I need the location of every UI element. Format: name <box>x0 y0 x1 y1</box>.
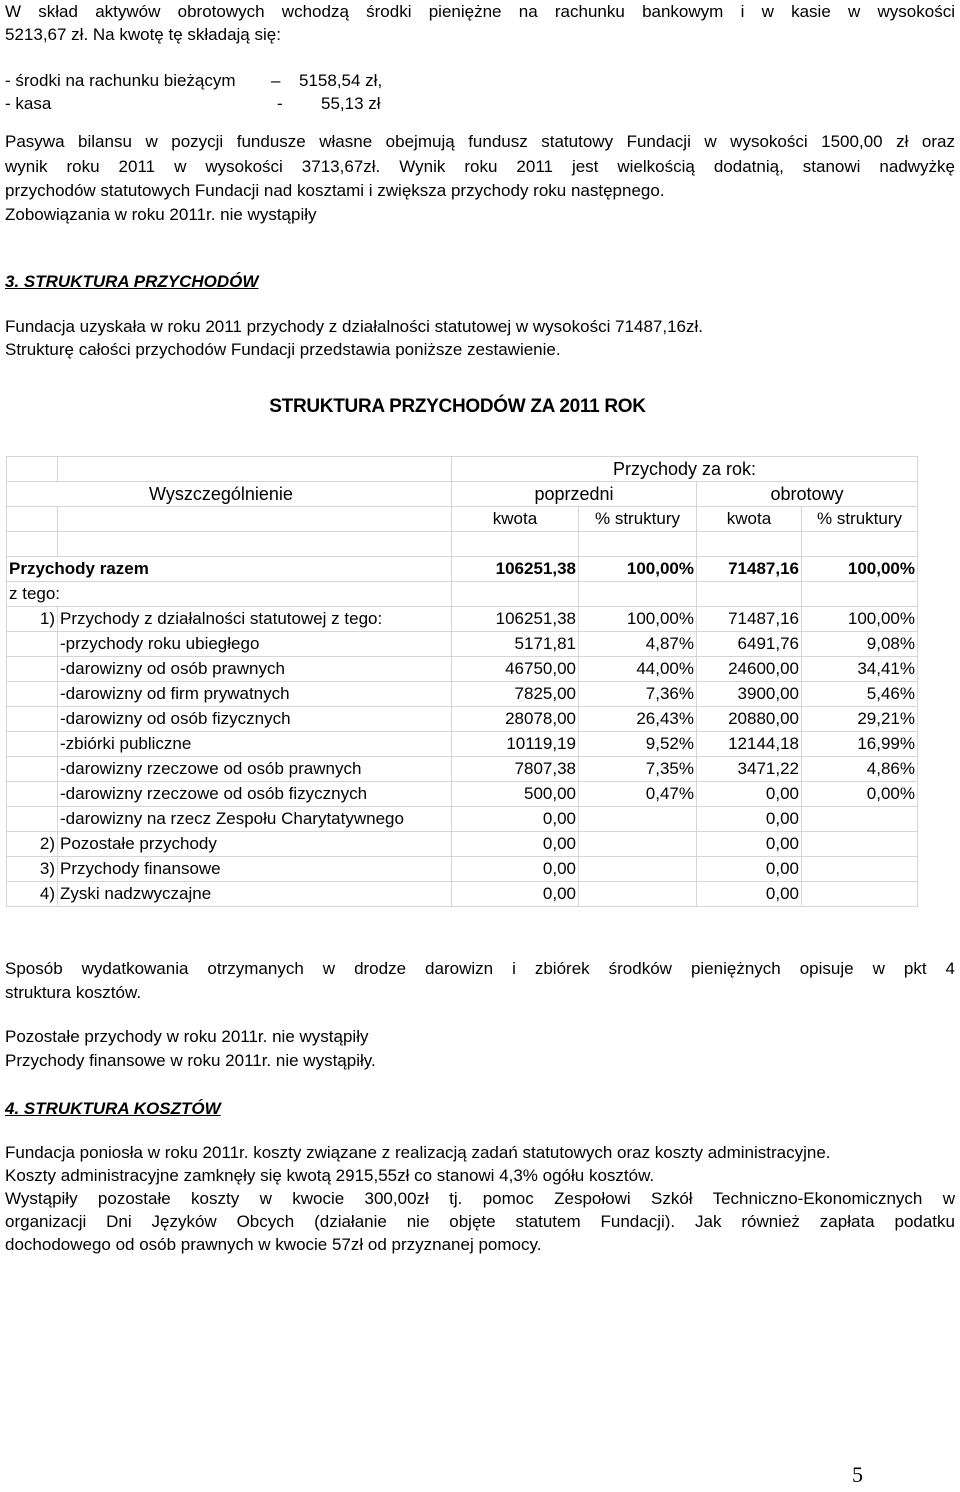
of-which-label: z tego: <box>7 582 452 607</box>
row-prev-amount: 106251,38 <box>452 607 579 632</box>
bank-funds-label: - środki na rachunku bieżącym <box>5 71 236 90</box>
bank-funds-line <box>5 69 955 93</box>
header-group: Przychody za rok: <box>452 457 918 482</box>
section-3-heading: 3. STRUKTURA PRZYCHODÓW <box>5 272 259 291</box>
cash-dash: - <box>277 94 283 113</box>
row-curr-pct <box>802 807 918 832</box>
row-label: -darowizny od osób prawnych <box>58 657 452 682</box>
row-curr-pct: 4,86% <box>802 757 918 782</box>
liabilities-line-2: wynik roku 2011 w wysokości 3713,67zł. Wynik roku 2011 jest wielkością dodatnią, stanowi nadwyżkę <box>5 157 955 176</box>
row-curr-pct: 16,99% <box>802 732 918 757</box>
revenue-table <box>6 456 918 907</box>
row-prev-amount: 5171,81 <box>452 632 579 657</box>
row-prev-amount: 500,00 <box>452 782 579 807</box>
row-label: -darowizny rzeczowe od osób fizycznych <box>58 782 452 807</box>
header-pct-curr: % struktury <box>802 507 918 532</box>
row-number: 2) <box>7 832 58 857</box>
section-4-line-2: Koszty administracyjne zamknęły się kwotą 2915,55zł co stanowi 4,3% ogółu kosztów. <box>5 1166 655 1185</box>
header-pct-prev: % struktury <box>579 507 697 532</box>
row-prev-pct: 26,43% <box>579 707 697 732</box>
row-label: Zyski nadzwyczajne <box>58 882 452 907</box>
table-row <box>7 757 918 782</box>
table-row <box>7 707 918 732</box>
section-4-heading: 4. STRUKTURA KOSZTÓW <box>5 1099 221 1118</box>
row-curr-amount: 0,00 <box>697 857 802 882</box>
row-prev-amount: 0,00 <box>452 832 579 857</box>
row-number: 1) <box>7 607 58 632</box>
header-row-2 <box>7 482 918 507</box>
section-3-line-1: Fundacja uzyskała w roku 2011 przychody z działalności statutowej w wysokości 71487,16zł. <box>5 317 703 336</box>
table-row <box>7 632 918 657</box>
row-prev-pct: 7,35% <box>579 757 697 782</box>
row-curr-pct <box>802 857 918 882</box>
row-prev-pct <box>579 832 697 857</box>
row-curr-amount: 71487,16 <box>697 607 802 632</box>
spacer-row <box>7 532 918 557</box>
section-4-line-1: Fundacja poniosła w roku 2011r. koszty związane z realizacją zadań statutowych oraz koszty administracyjne. <box>5 1143 831 1162</box>
row-curr-amount: 24600,00 <box>697 657 802 682</box>
row-prev-amount: 10119,19 <box>452 732 579 757</box>
cash-value: 55,13 zł <box>321 94 381 113</box>
row-label: -przychody roku ubiegłego <box>58 632 452 657</box>
total-label: Przychody razem <box>7 557 452 582</box>
row-number: 3) <box>7 857 58 882</box>
row-prev-amount: 0,00 <box>452 807 579 832</box>
row-prev-pct <box>579 807 697 832</box>
section-4-line-4: organizacji Dni Języków Obcych (działanie nie objęte statutem Fundacji). Jak również zapłata podatku <box>5 1212 955 1231</box>
row-curr-pct <box>802 832 918 857</box>
bank-funds-value: 5158,54 zł, <box>299 71 383 90</box>
total-curr-pct: 100,00% <box>802 557 918 582</box>
row-prev-pct: 7,36% <box>579 682 697 707</box>
row-curr-pct: 100,00% <box>802 607 918 632</box>
row-curr-amount: 0,00 <box>697 807 802 832</box>
row-prev-amount: 7825,00 <box>452 682 579 707</box>
row-curr-pct: 9,08% <box>802 632 918 657</box>
row-label: -zbiórki publiczne <box>58 732 452 757</box>
row-curr-amount: 6491,76 <box>697 632 802 657</box>
table-row <box>7 782 918 807</box>
row-label: -darowizny od osób fizycznych <box>58 707 452 732</box>
cash-line <box>5 92 955 116</box>
row-prev-amount: 0,00 <box>452 857 579 882</box>
liabilities-line-4: Zobowiązania w roku 2011r. nie wystąpiły <box>5 205 317 224</box>
total-prev-amount: 106251,38 <box>452 557 579 582</box>
row-label: -darowizny na rzecz Zespołu Charytatywnego <box>58 807 452 832</box>
row-number <box>7 782 58 807</box>
header-description: Wyszczególnienie <box>7 482 452 507</box>
header-row-3 <box>7 507 918 532</box>
row-prev-pct <box>579 857 697 882</box>
detail-rows <box>7 607 918 907</box>
total-row <box>7 557 918 582</box>
row-curr-amount: 3471,22 <box>697 757 802 782</box>
table-title: STRUKTURA PRZYCHODÓW ZA 2011 ROK <box>269 396 646 417</box>
row-prev-pct: 100,00% <box>579 607 697 632</box>
row-curr-amount: 0,00 <box>697 782 802 807</box>
liabilities-line-3: przychodów statutowych Fundacji nad kosztami i zwiększa przychody roku następnego. <box>5 181 665 200</box>
row-curr-amount: 20880,00 <box>697 707 802 732</box>
section-4-line-3: Wystąpiły pozostałe koszty w kwocie 300,00zł tj. pomoc Zespołowi Szkół Techniczno-Ekonomicznych w <box>5 1189 955 1208</box>
row-prev-amount: 7807,38 <box>452 757 579 782</box>
row-curr-pct: 29,21% <box>802 707 918 732</box>
row-curr-amount: 0,00 <box>697 882 802 907</box>
row-curr-amount: 12144,18 <box>697 732 802 757</box>
row-prev-amount: 28078,00 <box>452 707 579 732</box>
row-prev-amount: 46750,00 <box>452 657 579 682</box>
spending-line-1: Sposób wydatkowania otrzymanych w drodze darowizn i zbiórek środków pieniężnych opisuje w pkt 4 <box>5 959 955 978</box>
header-previous-year: poprzedni <box>452 482 697 507</box>
row-prev-pct: 4,87% <box>579 632 697 657</box>
header-amount-curr: kwota <box>697 507 802 532</box>
table-row <box>7 832 918 857</box>
row-curr-amount: 0,00 <box>697 832 802 857</box>
row-number <box>7 807 58 832</box>
page-number: 5 <box>852 1462 863 1487</box>
table-row <box>7 807 918 832</box>
row-number <box>7 732 58 757</box>
row-label: Pozostałe przychody <box>58 832 452 857</box>
table-row <box>7 657 918 682</box>
table-row <box>7 732 918 757</box>
row-label: Przychody z działalności statutowej z tego: <box>58 607 452 632</box>
spending-line-2: struktura kosztów. <box>5 983 142 1002</box>
row-number: 4) <box>7 882 58 907</box>
table-row <box>7 882 918 907</box>
row-number <box>7 682 58 707</box>
cash-label: - kasa <box>5 94 52 113</box>
table-row <box>7 607 918 632</box>
section-4-line-5: dochodowego od osób prawnych w kwocie 57zł od przyznanej pomocy. <box>5 1235 542 1254</box>
row-prev-pct <box>579 882 697 907</box>
row-curr-pct: 0,00% <box>802 782 918 807</box>
other-income-note: Pozostałe przychody w roku 2011r. nie wystąpiły <box>5 1027 369 1046</box>
row-number <box>7 707 58 732</box>
row-curr-pct <box>802 882 918 907</box>
row-curr-pct: 5,46% <box>802 682 918 707</box>
row-curr-amount: 3900,00 <box>697 682 802 707</box>
row-label: Przychody finansowe <box>58 857 452 882</box>
bank-funds-dash: – <box>271 71 281 90</box>
header-current-year: obrotowy <box>697 482 918 507</box>
header-row-1 <box>7 457 918 482</box>
total-curr-amount: 71487,16 <box>697 557 802 582</box>
table-row <box>7 857 918 882</box>
row-label: -darowizny od firm prywatnych <box>58 682 452 707</box>
intro-line-1: W skład aktywów obrotowych wchodzą środki pieniężne na rachunku bankowym i w kasie w wysokości <box>5 2 955 21</box>
of-which-row <box>7 582 918 607</box>
liabilities-line-1: Pasywa bilansu w pozycji fundusze własne obejmują fundusz statutowy Fundacji w wysokości 1500,00 zł oraz <box>5 132 955 151</box>
row-label: -darowizny rzeczowe od osób prawnych <box>58 757 452 782</box>
row-prev-amount: 0,00 <box>452 882 579 907</box>
row-prev-pct: 44,00% <box>579 657 697 682</box>
row-curr-pct: 34,41% <box>802 657 918 682</box>
row-number <box>7 757 58 782</box>
header-amount-prev: kwota <box>452 507 579 532</box>
total-prev-pct: 100,00% <box>579 557 697 582</box>
financial-income-note: Przychody finansowe w roku 2011r. nie wystąpiły. <box>5 1051 376 1070</box>
row-prev-pct: 9,52% <box>579 732 697 757</box>
row-number <box>7 657 58 682</box>
row-number <box>7 632 58 657</box>
intro-line-2: 5213,67 zł. Na kwotę tę składają się: <box>5 25 281 44</box>
section-3-line-2: Strukturę całości przychodów Fundacji przedstawia poniższe zestawienie. <box>5 340 561 359</box>
row-prev-pct: 0,47% <box>579 782 697 807</box>
table-row <box>7 682 918 707</box>
